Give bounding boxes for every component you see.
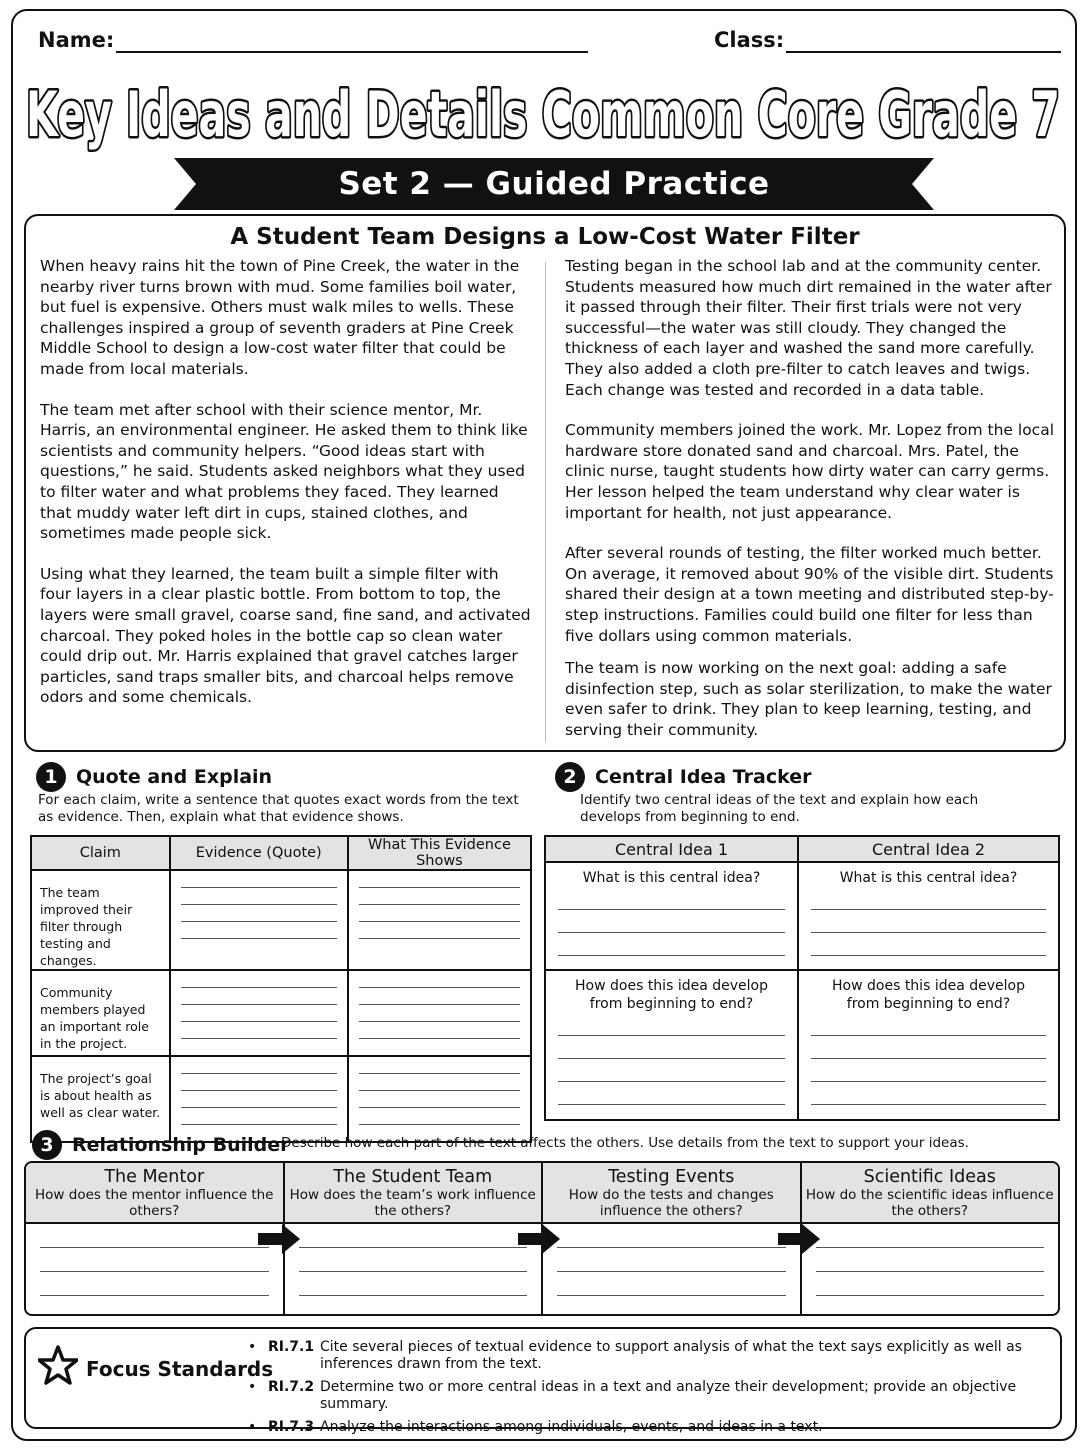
main-title <box>20 64 1066 160</box>
subtitle: Set 2 — Guided Practice <box>338 166 770 202</box>
column-divider <box>545 262 546 742</box>
article-paragraph: After several rounds of testing, the filter worked much better. On average, it removed about 90% of the visible dirt. Students shared their design at a town meeting and distributed step-by-step instructions. Families could build one filter for less than five dollars using common materials. <box>565 544 1054 645</box>
prompt-text: How does this idea develop from beginning to end? <box>575 978 768 1012</box>
section-number: 3 <box>32 1130 62 1160</box>
central-idea-table <box>544 835 1060 1121</box>
article-left-column <box>40 256 532 728</box>
column-header: Claim <box>31 836 170 870</box>
table-row <box>31 970 531 1056</box>
section-number: 2 <box>555 762 585 792</box>
prompt-text: What is this central idea? <box>839 870 1018 886</box>
explanation-answer[interactable] <box>348 970 531 1056</box>
evidence-answer[interactable] <box>170 970 348 1056</box>
article-paragraph: Testing began in the school lab and at the community center. Students measured how much dirt remained in the water after it passed through their filter. Their first trials were not very successful—the water was still cloudy. They changed the thickness of each layer and washed the sand more carefully. They also added a cloth pre-filter to catch leaves and twigs. Each change was tested and recorded in a data table. <box>565 257 1052 399</box>
column-title: Testing Events <box>608 1167 735 1187</box>
prompt-text: What is this central idea? <box>582 870 761 886</box>
main-title-text: Key Ideas and Details Common Core Grade 7 <box>26 78 1060 151</box>
evidence-answer[interactable] <box>170 870 348 970</box>
relationship-column-testing[interactable] <box>543 1163 802 1314</box>
column-question: How does the mentor influence the others? <box>35 1187 274 1219</box>
article-paragraph: Community members joined the work. Mr. Lopez from the local hardware store donated sand and charcoal. Mrs. Patel, the clinic nurse, taught students how dirty water can carry germs. Her lesson helped the team understand why clear water is important for health, not just appearance. <box>565 421 1055 522</box>
subtitle-banner <box>174 158 934 210</box>
standard-text: Cite several pieces of textual evidence to support analysis of what the text says explicitly as well as inferences drawn from the text. <box>320 1339 1022 1372</box>
standard-text: Analyze the interactions among individuals, events, and ideas in a text. <box>320 1419 823 1435</box>
article-title: A Student Team Designs a Low-Cost Water Filter <box>230 224 860 250</box>
section-number: 1 <box>36 762 66 792</box>
standard-item: • RI.7.1 Cite several pieces of textual evidence to support analysis of what the text says explicitly as well as inferences drawn from the text. <box>248 1339 1058 1373</box>
name-field[interactable] <box>116 51 588 53</box>
standard-code: RI.7.2 <box>268 1379 315 1395</box>
column-header: Evidence (Quote) <box>170 836 348 870</box>
arrow-right-icon <box>518 1224 560 1254</box>
standard-code: RI.7.3 <box>268 1419 315 1435</box>
relationship-column-mentor[interactable] <box>26 1163 285 1314</box>
article-right-column <box>565 256 1057 760</box>
article-paragraph: The team is now working on the next goal: adding a safe disinfection step, such as solar sterilization, to make the water even safer to drink. They plan to keep learning, testing, and serving their community. <box>565 659 1052 739</box>
column-header: Central Idea 2 <box>798 836 1059 862</box>
standard-item: • RI.7.3 Analyze the interactions among individuals, events, and ideas in a text. <box>248 1419 1058 1436</box>
claim-cell: The project’s goal is about health as well as clear water. <box>31 1056 170 1142</box>
section-title: Relationship Builder <box>72 1134 290 1156</box>
section-1-instructions: For each claim, write a sentence that quotes exact words from the text as evidence. Then, explain what that evidence shows. <box>38 792 519 825</box>
column-title: The Student Team <box>333 1167 493 1187</box>
explanation-answer[interactable] <box>348 1056 531 1142</box>
article-paragraph: Using what they learned, the team built a simple filter with four layers in a clear plastic bottle. From bottom to top, the layers were small gravel, coarse sand, fine sand, and activated charcoal. They poked holes in the bottle cap so clean water could drip out. Mr. Harris explained that gravel catches larger particles, sand traps smaller bits, and charcoal helps remove odors and some chemicals. <box>40 564 531 707</box>
focus-label: Focus Standards <box>86 1357 274 1381</box>
section-3-instructions: Describe how each part of the text affects the others. Use details from the text to support your ideas. <box>281 1135 969 1151</box>
section-2-header <box>555 762 811 792</box>
claim-cell: Community members played an important role in the project. <box>31 970 170 1056</box>
name-label: Name: <box>38 28 115 52</box>
standards-list <box>248 1339 1058 1442</box>
central-idea-2-develop[interactable] <box>798 970 1059 1120</box>
article-paragraph: The team met after school with their science mentor, Mr. Harris, an environmental engineer. He asked them to think like scientists and community helpers. “Good ideas start with questions,” he said. Students asked neighbors what they used to filter water and what problems they faced. They learned that muddy water left dirt in cups, stained clothes, and sometimes made people sick. <box>40 400 528 543</box>
section-title: Central Idea Tracker <box>595 766 812 788</box>
table-row <box>545 970 1059 1120</box>
column-question: How do the scientific ideas influence the others? <box>805 1187 1054 1219</box>
quote-explain-table <box>30 835 532 1143</box>
standard-code: RI.7.1 <box>268 1339 315 1355</box>
column-title: The Mentor <box>104 1167 205 1187</box>
section-2-instructions: Identify two central ideas of the text and explain how each develops from beginning to end. <box>580 792 979 825</box>
standard-item: • RI.7.2 Determine two or more central ideas in a text and analyze their development; provide an objective summary. <box>248 1379 1058 1413</box>
focus-standards-box <box>24 1327 1062 1435</box>
explanation-answer[interactable] <box>348 870 531 970</box>
section-1-header <box>36 762 272 792</box>
class-label: Class: <box>714 28 785 52</box>
relationship-column-science[interactable] <box>802 1163 1059 1314</box>
standard-text: Determine two or more central ideas in a text and analyze their development; provide an objective summary. <box>320 1379 1017 1412</box>
arrow-right-icon <box>778 1224 820 1254</box>
arrow-right-icon <box>258 1224 300 1254</box>
column-title: Scientific Ideas <box>863 1167 996 1187</box>
prompt-text: How does this idea develop from beginning to end? <box>832 978 1025 1012</box>
column-header: What This Evidence Shows <box>348 836 531 870</box>
central-idea-1-what[interactable] <box>545 862 798 970</box>
column-question: How does the team’s work influence the others? <box>289 1187 536 1219</box>
table-row <box>31 870 531 970</box>
table-row <box>545 862 1059 970</box>
column-question: How do the tests and changes influence the others? <box>568 1187 774 1219</box>
section-title: Quote and Explain <box>76 766 273 788</box>
central-idea-2-what[interactable] <box>798 862 1059 970</box>
name-class-row <box>38 28 1060 56</box>
section-3-header <box>32 1130 289 1160</box>
central-idea-1-develop[interactable] <box>545 970 798 1120</box>
article-box <box>24 214 1066 752</box>
article-paragraph: When heavy rains hit the town of Pine Creek, the water in the nearby river turns brown with mud. Some families boil water, but fuel is expensive. Others must walk miles to wells. These challenges inspired a group of seventh graders at Pine Creek Middle School to design a low-cost water filter that could be made from local materials. <box>40 257 520 378</box>
claim-cell: The team improved their filter through testing and changes. <box>31 870 170 970</box>
class-field[interactable] <box>786 51 1061 53</box>
column-header: Central Idea 1 <box>545 836 798 862</box>
relationship-column-team[interactable] <box>285 1163 544 1314</box>
star-icon <box>38 1345 78 1385</box>
